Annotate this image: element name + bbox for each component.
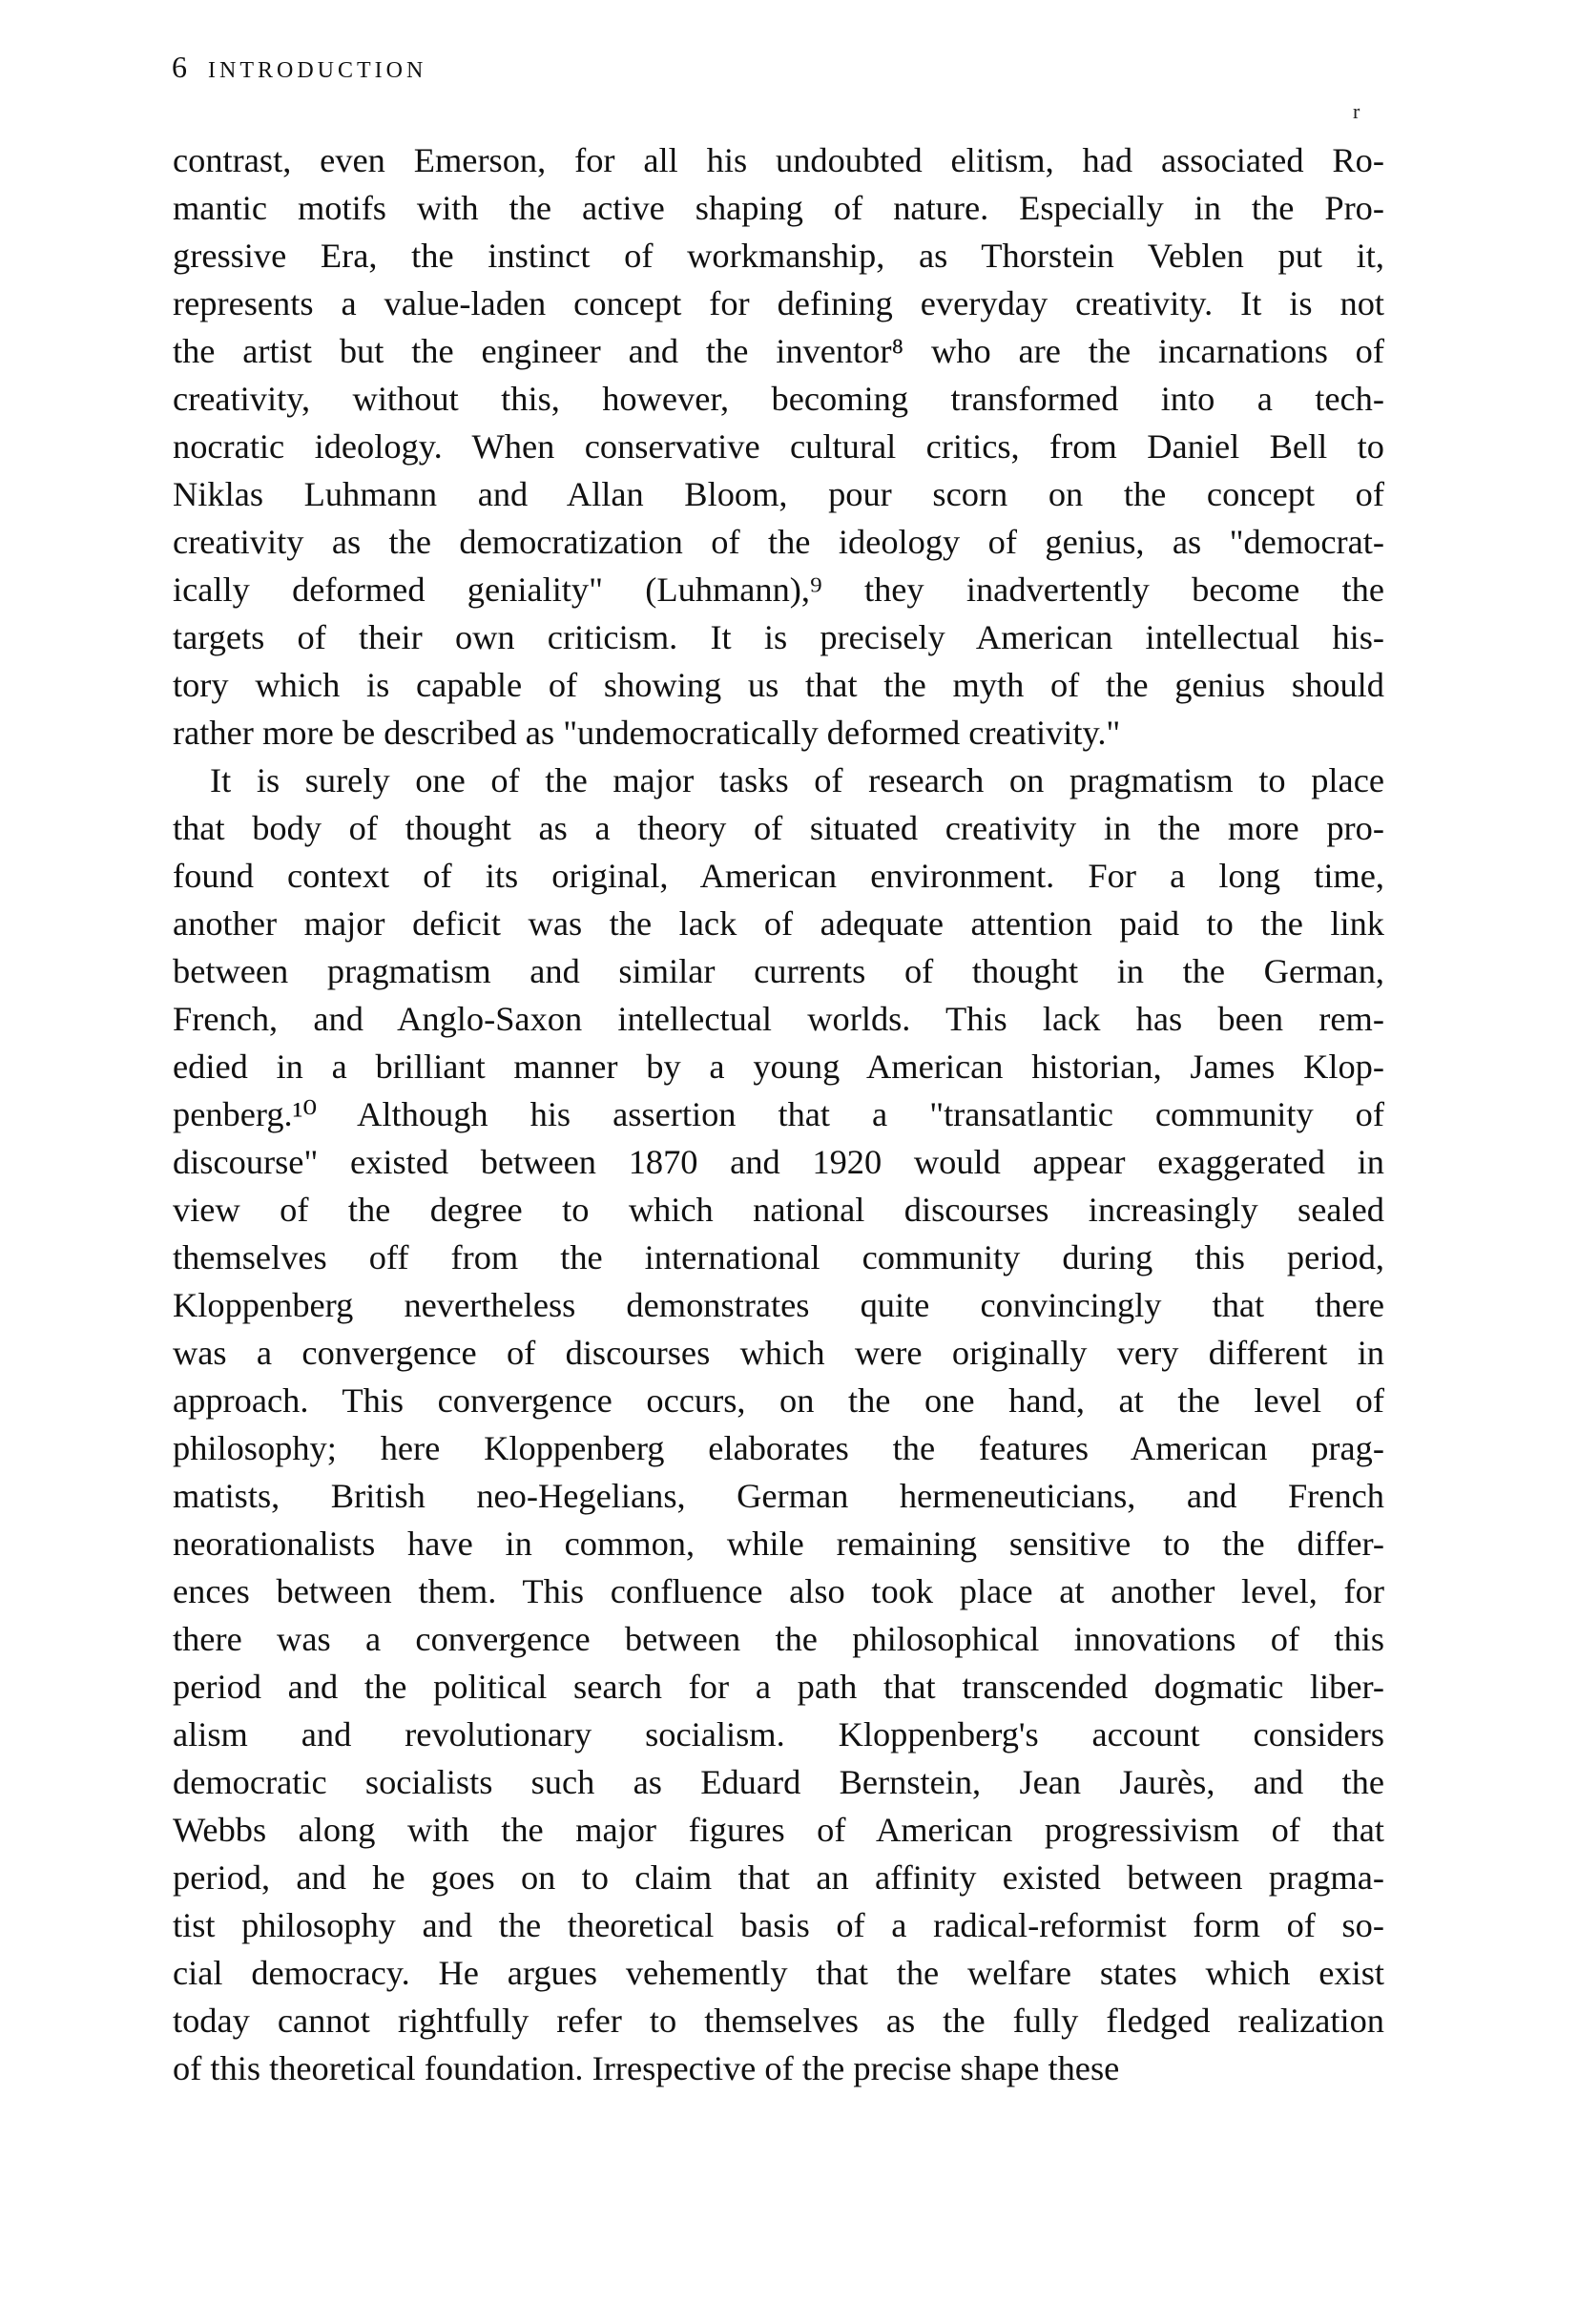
text-line: tory which is capable of showing us that the myth of the genius should [173,666,1384,704]
text-line: today cannot rightfully refer to themselves as the fully fledged realization [173,2002,1384,2040]
text-line: between pragmatism and similar currents of thought in the German, [173,952,1384,990]
text-line: was a convergence of discourses which were originally very different in [173,1334,1384,1372]
text-line: themselves off from the international community during this period, [173,1238,1384,1276]
text-line: there was a convergence between the philosophical innovations of this [173,1620,1384,1658]
text-line: discourse" existed between 1870 and 1920 would appear exaggerated in [173,1143,1384,1181]
page-number: 6 [172,50,187,84]
text-line: Kloppenberg nevertheless demonstrates quite convincingly that there [173,1286,1384,1324]
text-line: tist philosophy and the theoretical basis of a radical-reformist form of so- [173,1906,1384,1944]
text-line: targets of their own criticism. It is precisely American intellectual his- [173,618,1384,656]
text-line: view of the degree to which national discourses increasingly sealed [173,1191,1384,1229]
text-line: represents a value-laden concept for defining everyday creativity. It is not [173,284,1384,322]
text-line: period and the political search for a path that transcended dogmatic liber- [173,1668,1384,1706]
text-line: Webbs along with the major figures of American progressivism of that [173,1811,1384,1849]
text-line: creativity, without this, however, becoming transformed into a tech- [173,380,1384,418]
body-text [173,136,1384,2092]
text-line: of this theoretical foundation. Irrespective of the precise shape these [173,2049,1120,2087]
text-line: period, and he goes on to claim that an affinity existed between pragma- [173,1858,1384,1897]
text-line: Niklas Luhmann and Allan Bloom, pour scorn on the concept of [173,475,1384,513]
text-line: philosophy; here Kloppenberg elaborates the features American prag- [173,1429,1384,1467]
text-line: alism and revolutionary socialism. Kloppenberg's account considers [173,1715,1384,1753]
text-line: penberg.¹⁰ Although his assertion that a "transatlantic community of [173,1095,1384,1133]
text-line: democratic socialists such as Eduard Bernstein, Jean Jaurès, and the [173,1763,1384,1801]
text-line: nocratic ideology. When conservative cultural critics, from Daniel Bell to [173,427,1384,466]
text-line: neorationalists have in common, while remaining sensitive to the differ- [173,1525,1384,1563]
text-line: cial democracy. He argues vehemently that the welfare states which exist [173,1954,1384,1992]
text-line: creativity as the democratization of the ideology of genius, as "democrat- [173,523,1384,561]
text-line: the artist but the engineer and the inventor⁸ who are the incarnations of [173,332,1384,370]
text-line: edied in a brilliant manner by a young American historian, James Klop- [173,1048,1384,1086]
text-line: that body of thought as a theory of situated creativity in the more pro- [173,809,1384,847]
text-line: gressive Era, the instinct of workmanship, as Thorstein Veblen put it, [173,237,1384,275]
text-line: matists, British neo-Hegelians, German hermeneuticians, and French [173,1477,1384,1515]
running-head [172,50,426,85]
paragraph [173,757,1384,2092]
text-line: It is surely one of the major tasks of research on pragmatism to place [210,761,1384,799]
text-line: French, and Anglo-Saxon intellectual worlds. This lack has been rem- [173,1000,1384,1038]
text-line: ically deformed geniality" (Luhmann),⁹ they inadvertently become the [173,571,1384,609]
text-line: another major deficit was the lack of adequate attention paid to the link [173,904,1384,943]
text-line: ences between them. This confluence also took place at another level, for [173,1572,1384,1610]
text-line: mantic motifs with the active shaping of nature. Especially in the Pro- [173,189,1384,227]
text-line: rather more be described as "undemocratically deformed creativity." [173,714,1121,752]
text-line: found context of its original, American environment. For a long time, [173,857,1384,895]
text-line: approach. This convergence occurs, on the one hand, at the level of [173,1381,1384,1420]
text-line: contrast, even Emerson, for all his undoubted elitism, had associated Ro- [173,141,1384,179]
paragraph [173,136,1384,757]
running-head-title: INTRODUCTION [208,58,427,83]
stray-print-mark: r [1353,99,1360,123]
